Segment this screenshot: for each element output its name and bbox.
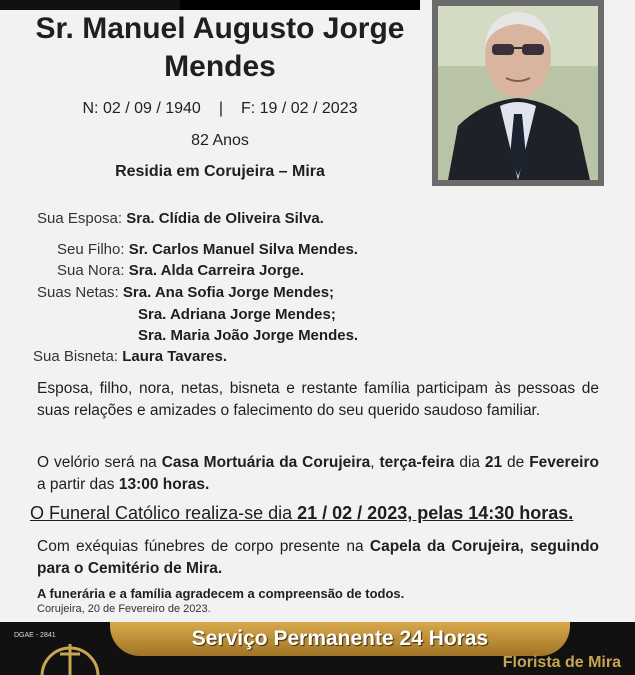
family-value: Sra. Clídia de Oliveira Silva. bbox=[126, 210, 324, 227]
wake-text: a partir das bbox=[37, 476, 119, 493]
wake-weekday: terça-feira bbox=[379, 454, 455, 471]
florista-label: Florista de Mira bbox=[502, 654, 621, 671]
top-bar-notch bbox=[0, 0, 180, 10]
portrait-photo bbox=[432, 0, 604, 186]
family-row-granddaughter-2 bbox=[138, 304, 336, 325]
wake-time: 13:00 horas. bbox=[118, 476, 210, 493]
family-value: Sra. Adriana Jorge Mendes; bbox=[138, 306, 336, 323]
wake-day: 21 bbox=[484, 454, 503, 471]
residence: Residia em Corujeira – Mira bbox=[115, 163, 325, 180]
portrait-icon bbox=[438, 6, 598, 180]
family-value: Sra. Ana Sofia Jorge Mendes; bbox=[122, 284, 335, 301]
funeral-info bbox=[30, 503, 610, 524]
birth-date: N: 02 / 09 / 1940 bbox=[82, 100, 201, 117]
dgae-code: DGAE - 2841 bbox=[14, 632, 56, 639]
death-date: F: 19 / 02 / 2023 bbox=[240, 100, 358, 117]
service-text: Com exéquias fúnebres de corpo presente na bbox=[37, 538, 370, 555]
footer-banner bbox=[0, 622, 635, 675]
family-value: Sra. Alda Carreira Jorge. bbox=[128, 262, 305, 279]
family-value: Sr. Carlos Manuel Silva Mendes. bbox=[128, 241, 358, 258]
funeral-date-time: 21 / 02 / 2023, pelas 14:30 horas. bbox=[297, 503, 574, 523]
family-row-granddaughter-3 bbox=[138, 325, 358, 346]
family-label: Suas Netas: bbox=[37, 284, 119, 301]
family-row-great-granddaughter bbox=[33, 346, 227, 367]
wake-text: de bbox=[502, 454, 530, 471]
funeral-text: O Funeral Católico realiza-se dia bbox=[30, 503, 298, 523]
service-location: Capela da Corujeira, seguindo para o Cemitério de Mira. bbox=[37, 538, 600, 577]
wake-month: Fevereiro bbox=[529, 454, 599, 471]
family-value: Sra. Maria João Jorge Mendes. bbox=[138, 327, 359, 344]
funeral-home-logo-icon bbox=[30, 636, 110, 675]
top-bar bbox=[0, 0, 420, 10]
place-date: Corujeira, 20 de Fevereiro de 2023. bbox=[37, 603, 211, 615]
deceased-name: Sr. Manuel Augusto Jorge Mendes bbox=[35, 12, 405, 83]
wake-text: O velório será na bbox=[37, 454, 162, 471]
dates-line bbox=[0, 100, 440, 118]
service-ribbon bbox=[110, 622, 570, 656]
wake-location: Casa Mortuária da Corujeira bbox=[161, 454, 371, 471]
family-label: Sua Bisneta: bbox=[33, 348, 119, 365]
service-info bbox=[37, 536, 599, 580]
wake-info bbox=[37, 452, 599, 496]
family-row-son bbox=[57, 239, 358, 260]
family-label: Seu Filho: bbox=[57, 241, 125, 258]
wake-text: dia bbox=[454, 454, 485, 471]
announcement: Esposa, filho, nora, netas, bisneta e restante família participam às pessoas de suas relações e amizades o falecimento do seu querido saudoso familiar. bbox=[37, 380, 599, 419]
date-separator: | bbox=[218, 100, 223, 117]
family-row-granddaughters bbox=[37, 282, 334, 303]
family-label: Sua Esposa: bbox=[37, 210, 123, 227]
family-value: Laura Tavares. bbox=[122, 348, 228, 365]
thanks-note: A funerária e a família agradecem a compreensão de todos. bbox=[37, 586, 405, 601]
wake-text: , bbox=[370, 454, 380, 471]
family-row-spouse bbox=[37, 208, 324, 229]
age: 82 Anos bbox=[191, 132, 249, 149]
service-banner-text: Serviço Permanente 24 Horas bbox=[191, 627, 489, 650]
family-label: Sua Nora: bbox=[57, 262, 125, 279]
family-row-daughter-in-law bbox=[57, 260, 304, 281]
